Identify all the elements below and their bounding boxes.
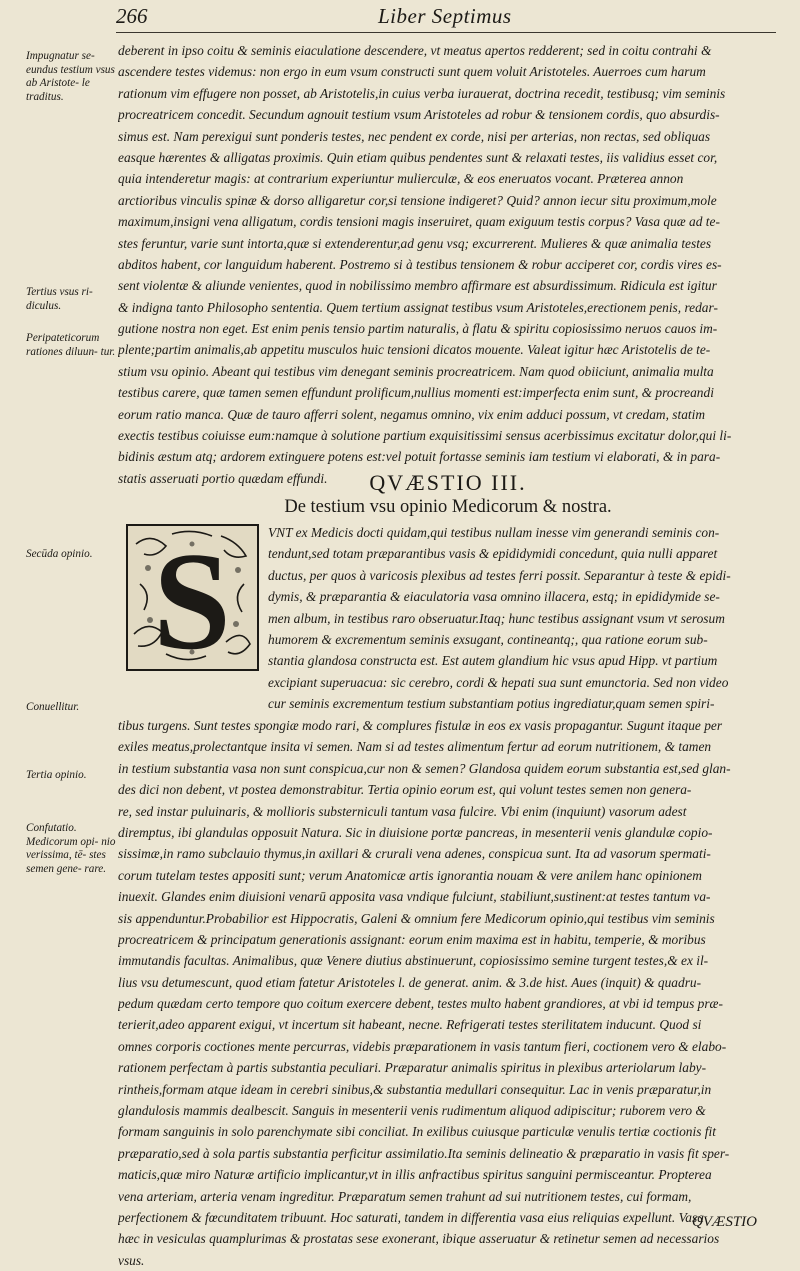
text-line: dymis, & præparantia & eiaculatoria vasa omnino illacera, estq; in epididymide se- [268, 589, 720, 605]
text-line: arctioribus vinculis spinæ & dorso alligaretur cor,si tensione indigeret? Quid? annon iecur situ proximum,mole [118, 192, 717, 208]
text-line: easque hærentes & alligatas proximis. Quin etiam quibus pendentes sunt & relaxati testes, iis validius esset cor, [118, 149, 718, 165]
text-line: omnes corporis coctiones mente percurras, videbis præparationem in vasis tantum fieri, coctionem vero & elabo- [118, 1038, 727, 1054]
text-line: corum tutelam testes appositi sunt; verum Anatomicæ artis ignorantia nouam & vere anilem hanc opinionem [118, 867, 702, 883]
text-block-1 [118, 40, 778, 489]
text-line: re, sed instar puluinaris, & mollioris substerniculi tantum vasa fulcire. Vbi enim (inquiunt) vasorum adest [118, 803, 687, 819]
text-line: bidinis æstum atq; ardorem extinguere potens est:vel potuit fortasse seminis iam testium vi elaborati, & in para- [118, 449, 721, 465]
page-number: 266 [116, 4, 148, 28]
text-line: cur seminis excrementum testium substantiam potius ingrediatur,quam semen spiri- [268, 696, 715, 712]
section-title: QVÆSTIO III. [369, 470, 527, 495]
running-head: Liber Septimus [378, 4, 512, 28]
text-line: men album, in testibus raro obseruatur.Itaq; hunc testibus assignant vsum vt serosum [268, 610, 725, 626]
text-line: diremptus, ibi glandulas opposuit Natura. Sic in diuisione portæ pancreas, in mesenterii venis glandulæ copio- [118, 824, 713, 840]
text-line: deberent in ipso coitu & seminis eiaculatione descendere, vt meatus apertos redderent; sed in coitu contrahi & [118, 43, 712, 58]
text-line: exectis testibus coiuisse eum:namque à solutione partium exquisitissimi sensus acerbissimus excitatur dolor,qui li- [118, 428, 732, 444]
margin-note: Confutatio. Medicorum opi- nio verissima, tē- stes semen gene- rare. [26, 822, 116, 875]
text-line: eorum ratio manca. Quæ de tauro afferri solent, negamus omnino, vix enim adduci possum, vt credam, statim [118, 406, 706, 422]
text-line: immutandis facultas. Animalibus, quæ Venere diutius abstinuerunt, copiosissimo semine turgent testes,& ex il- [118, 953, 709, 969]
text-line: ascendere testes videmus: non ergo in eum vsum constructi sunt quem voluit Aristoteles. Auerroes cum harum [118, 64, 706, 80]
text-line: inuexit. Glandes enim diuisioni venarū apposita vasa vndique fulciunt, stabiliunt,sustinent:at testes tantum va- [118, 889, 711, 905]
text-line: VNT ex Medicis docti quidam,qui testibus nullam inesse vim generandi seminis con- [268, 525, 720, 540]
header-rule [116, 32, 776, 33]
text-line: pedum quædam certo tempore quo coitum exercere debent, testes multo habent grandiores, at vbi id tempus præ- [118, 996, 723, 1012]
margin-note: Conuellitur. [26, 701, 80, 713]
text-line: gutione nostra non eget. Est enim penis tensio partim naturalis, à flatu & spiritu copiosissimo neruos cauos im- [118, 321, 718, 337]
text-line: tibus turgens. Sunt testes spongiæ modo rari, & complures fistulæ in eos ex vasis propagantur. Sugunt itaque per [118, 718, 723, 733]
text-line: vena arteriam, arteria venam ingreditur. Præparatum semen trahunt ad sui nutritionem testes, cui formam, [118, 1188, 692, 1204]
text-line: & indigna tanto Philosopho sententia. Quem tertium assignat testibus vsum Aristoteles,erectionem penis, redar- [118, 299, 718, 315]
svg-text:S: S [153, 524, 231, 671]
text-line: glandulosis mammis dealbescit. Sanguis in mesenterii venis rudimentum aliquod adipiscitur; ruborem vero & [118, 1103, 706, 1119]
text-line: excipiant superuacua: sic cerebro, cordi & hepati sua sunt emunctoria. Sed non video [268, 674, 729, 690]
text-line: testibus carere, quæ tamen semen effundunt prolificum,nullius momenti est:imperfecta enim sunt, & procreandi [118, 385, 714, 401]
text-line: maticis,quæ miro Naturæ artificio implicantur,vt in illis anfractibus spiritus sanguini permisceantur. Propterea [118, 1167, 712, 1183]
text-line: quia intenderetur magis: at contrarium experiuntur mulierculæ, & eos eneruatos vocant. Præterea annon [118, 171, 684, 187]
text-line: abditos habent, cor languidum haberent. Postremo si à testibus tensionem & robur acciperet cor, cordis vires es- [118, 256, 722, 272]
text-line: stantia glandosa constructa est. Est autem glandium hic vsus apud Hipp. vt partium [268, 653, 718, 669]
text-line: sent violentæ & aliunde venientes, quod in nobilissimo membro affirmare est absurdissimum. Ridicula est igitur [118, 278, 717, 294]
drop-cap-initial-s-ornament [126, 524, 259, 671]
text-line: vsus. [118, 1252, 145, 1268]
text-line: sis appenduntur.Probabilior est Hippocratis, Galeni & omnium fere Medicorum opinio,qui testibus vim seminis [118, 910, 715, 926]
text-line: ductus, per quos à varicosis plexibus ad testes ferri possit. Separantur à teste & epidi- [268, 567, 731, 583]
margin-note: Tertia opinio. [26, 769, 87, 781]
catchword: QVÆSTIO [692, 1214, 758, 1230]
text-line: stium vsu opinio. Abeant qui testibus vim denegant seminis procreatricem. Nam quod obiiciunt, animalia multa [118, 363, 714, 379]
text-line: perfectionem & fœcunditatem tribuunt. Hoc saturati, tandem in differentia vasa eius reliquias expellunt. Vasa [118, 1209, 704, 1225]
text-line: maximum,insigni vena alligatum, cordis tensioni magis inseruiret, quam exiguum testis corpus? Vasa quæ ad te- [118, 214, 720, 230]
text-line: formam sanguinis in solo parenchymate sibi conciliat. In exilibus cuiusque particulæ venulis tertiæ coctionis fit [118, 1124, 716, 1140]
text-line: procreatricem concedit. Secundum agnouit testium vsum Aristoteles ad robur & tensionem cordis, quo absurdis- [118, 107, 720, 123]
margin-note: Peripateticorum rationes diluun- tur. [26, 332, 116, 358]
text-block-2 [118, 715, 778, 1271]
text-line: rationem perfectam à partis substantia peculiari. Præparatur animalis spiritus in plexibus arteriolarum laby- [118, 1060, 707, 1076]
text-line: procreatricem & principatum generationis assignant: eorum enim maxima est in habitu, temperie, & moribus [118, 931, 706, 947]
text-line: exiles meatus,prolectantque insita vi semen. Nam si ad testes alimentum fertur ad eorum nutritionem, & tamen [118, 739, 712, 755]
section-subtitle: De testium vsu opinio Medicorum & nostra. [284, 497, 612, 517]
text-line: humorem & excrementum seminis exsugant, contineantq;, qua ratione eorum sub- [268, 631, 708, 647]
text-line: statis asseruati portio quædam effundi. [118, 470, 328, 486]
text-line: sissimæ,in ramo subclauio thymus,in axillari & crurali vena adenes, conspicua sunt. Ita ad vasorum spermati- [118, 846, 711, 862]
text-line: stes feruntur, varie sunt intorta,quæ si extenderentur,ad genu vsq; excurrerent. Mulieres & quæ animalia testes [118, 235, 712, 251]
text-line: tendunt,sed totam præparantibus vasis & epididymidi concedunt, quia nulli apparet [268, 546, 718, 562]
text-line: plente;partim animalis,ab appetitu musculos huic tensioni dicatos mouente. Valeat igitur hæc Aristotelis de te- [118, 342, 711, 358]
text-line: terierit,adeo apparent exigui, vt incertum sit habeant, necne. Refrigerati testes sterilitatem inducunt. Quod si [118, 1017, 702, 1033]
text-line: des dici non debent, vt postea demonstrabitur. Tertia opinio eorum est, qui volunt testes semen non genera- [118, 782, 692, 798]
text-line: in testium substantia vasa non sunt conspicua,cur non & semen? Glandosa quidem eorum substantia est,sed glan- [118, 760, 731, 776]
drop-cap-paragraph [268, 522, 778, 715]
margin-note: Tertius vsus ri- diculus. [26, 286, 93, 312]
text-line: hæc in vesiculas quamplurimas & prostatas sese exonerant, ibique asseruatur & retinetur semen ad necessarios [118, 1231, 720, 1247]
text-line: rintheis,formam atque ideam in cerebri sinibus,& substantia medullari consequitur. Lac in venis præparatur,in [118, 1081, 712, 1097]
text-line: præparatio,sed à sola partis substantia perficitur assimilatio.Ita seminis delineatio & præparatio in vasis fit sper- [118, 1145, 730, 1161]
text-line: simus est. Nam perexigui sunt ponderis testes, nec pendent ex corde, nisi per arterias, non rectas, sed obliquas [118, 128, 711, 144]
text-line: lius vsu detumescunt, quod etiam fatetur Aristoteles l. de generat. anim. & 3.de hist. Aues (inquit) & quadru- [118, 974, 702, 990]
text-line: rationum vim effugere non posset, ab Aristotelis,in cuius verba iurauerat, doctrina recedit, testibusq; vim seminis [118, 85, 726, 101]
margin-note: Impugnatur se- eundus testium vsus ab Aristote- le traditus. [26, 50, 115, 103]
margin-note: Secūda opinio. [26, 548, 93, 560]
